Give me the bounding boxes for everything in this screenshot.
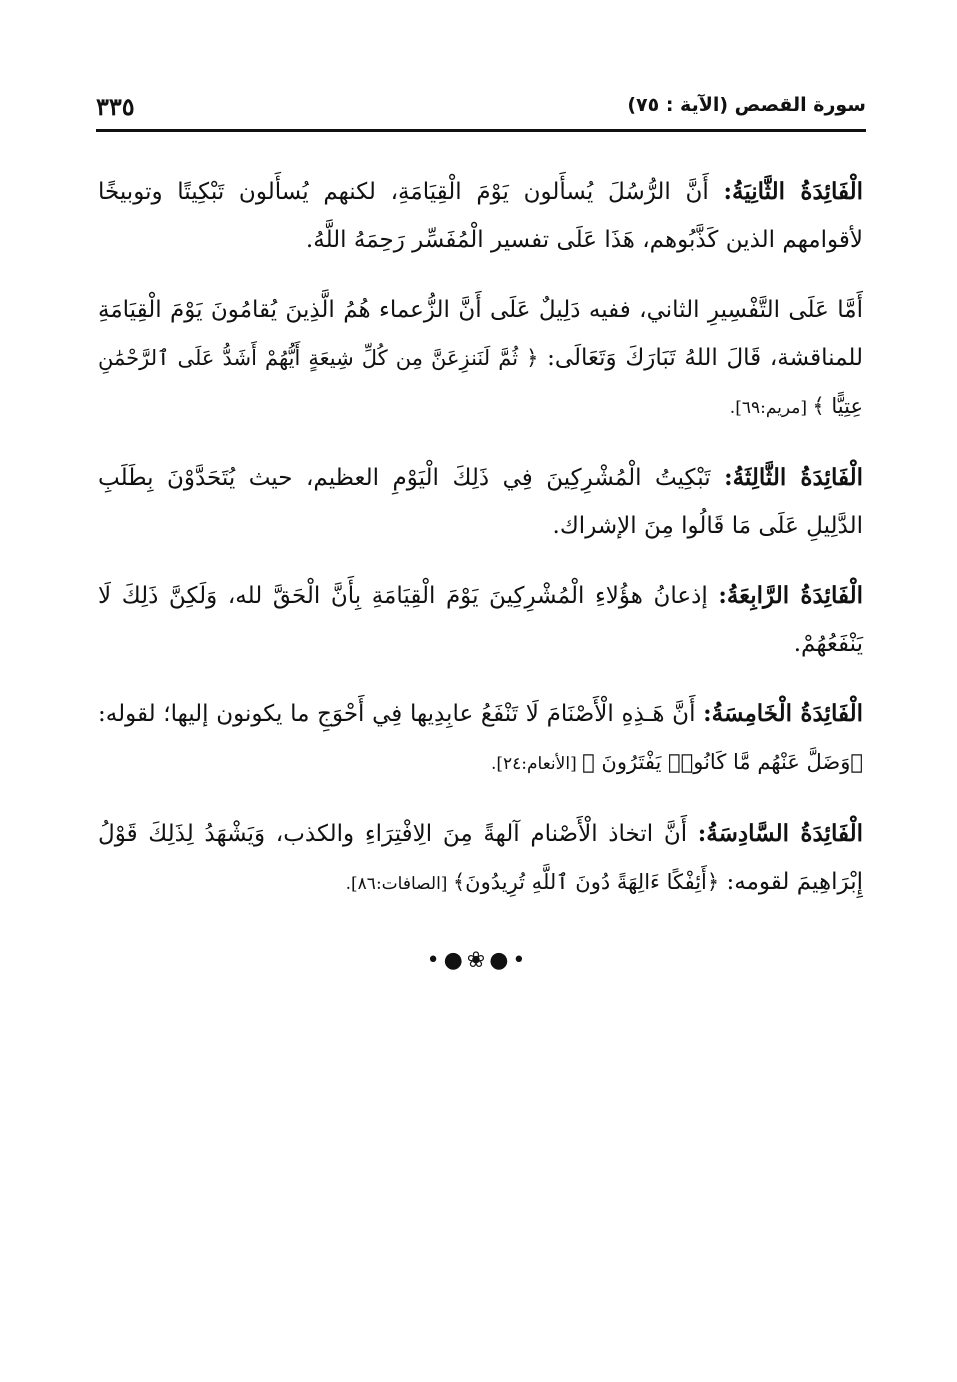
paragraph-benefit-3 bbox=[98, 454, 863, 550]
paragraph-text: أَنَّ اتخاذ الْأَصْنام آلهةً مِنَ الِافْتِرَاءِ والكذب، وَيَشْهَدُ لِذَلِكَ قَوْلُ إِبْرَاهِيمَ لقومه: bbox=[98, 821, 863, 895]
paragraph-heading: الْفَائِدَةُ الرَّابِعَةُ: bbox=[718, 582, 863, 609]
paragraph-benefit-5 bbox=[98, 690, 863, 788]
paragraph-text: أَنَّ هَـذِهِ الْأَصْنَامَ لَا تَنْفَعُ عابِدِيها فِي أَحْوَجِ ما يكونون إليها؛ لقوله: bbox=[98, 701, 704, 727]
verse-reference: [مريم:٦٩]. bbox=[729, 398, 813, 418]
paragraph-text: أَنَّ الرُّسُلَ يُسأَلون يَوْمَ الْقِيَامَةِ، لكنهم يُسأَلون تَبْكِيتًا وتوبيخًا لأقوامهم الذين كَذَّبُوهم، هَذَا عَلَى تفسير الْمُفَسِّر رَحِمَهُ اللَّهُ. bbox=[98, 179, 863, 253]
paragraph-heading: الْفَائِدَةُ الثَّالِثَةُ: bbox=[724, 464, 863, 491]
quran-verse: ﴿وَضَلَّ عَنْهُم مَّا كَانُوا۟ يَفْتَرُونَ ﴾ bbox=[582, 750, 863, 774]
paragraph-second-interpretation bbox=[98, 286, 863, 432]
paragraph-heading: الْفَائِدَةُ الْخَامِسَةُ: bbox=[703, 700, 863, 727]
page-body bbox=[98, 168, 863, 930]
paragraph-text: أَمَّا عَلَى التَّفْسِيرِ الثاني، ففيه دَلِيلٌ عَلَى أَنَّ الزُّعماء هُمُ الَّذِينَ يُقامُونَ يَوْمَ الْقِيَامَةِ للمناقشة، قَالَ اللهُ تَبَارَكَ وَتَعَالَى: bbox=[98, 297, 863, 371]
paragraph-text: تَبْكِيتُ الْمُشْرِكِينَ فِي ذَلِكَ الْيَوْمِ العظيم، حيث يُتَحَدَّوْنَ بِطَلَبِ الدَّلِيلِ عَلَى مَا قَالُوا مِنَ الإشراك. bbox=[98, 465, 863, 539]
page-number: ٣٣٥ bbox=[96, 92, 135, 121]
paragraph-benefit-2 bbox=[98, 168, 863, 264]
paragraph-text: إذعانُ هؤُلاءِ الْمُشْرِكِينَ يَوْمَ الْقِيَامَةِ بِأَنَّ الْحَقَّ لله، وَلَكِنَّ ذَلِكَ لَا يَنْفَعُهُمْ. bbox=[98, 583, 863, 657]
verse-reference: [الأنعام:٢٤]. bbox=[490, 754, 583, 774]
page-header bbox=[96, 92, 866, 132]
running-title: سورة القصص (الآية : ٧٥) bbox=[627, 94, 866, 116]
paragraph-benefit-4 bbox=[98, 572, 863, 668]
quran-verse: ﴿أَئِفْكًا ءَالِهَةً دُونَ ٱللَّهِ تُرِيدُونَ﴾ bbox=[452, 870, 720, 894]
verse-reference: [الصافات:٨٦]. bbox=[345, 874, 453, 894]
section-end-ornament: •●❀●• bbox=[426, 948, 530, 973]
paragraph-heading: الْفَائِدَةُ الثَّانِيَةُ: bbox=[723, 178, 863, 205]
paragraph-heading: الْفَائِدَةُ السَّادِسَةُ: bbox=[697, 820, 863, 847]
header-rule bbox=[96, 129, 866, 132]
paragraph-benefit-6 bbox=[98, 810, 863, 908]
quran-verse: ﴿ ثُمَّ لَنَنزِعَنَّ مِن كُلِّ شِيعَةٍ أَيُّهُمْ أَشَدُّ عَلَى ٱلرَّحْمَٰنِ عِتِيًّا ﴾ bbox=[98, 346, 863, 418]
